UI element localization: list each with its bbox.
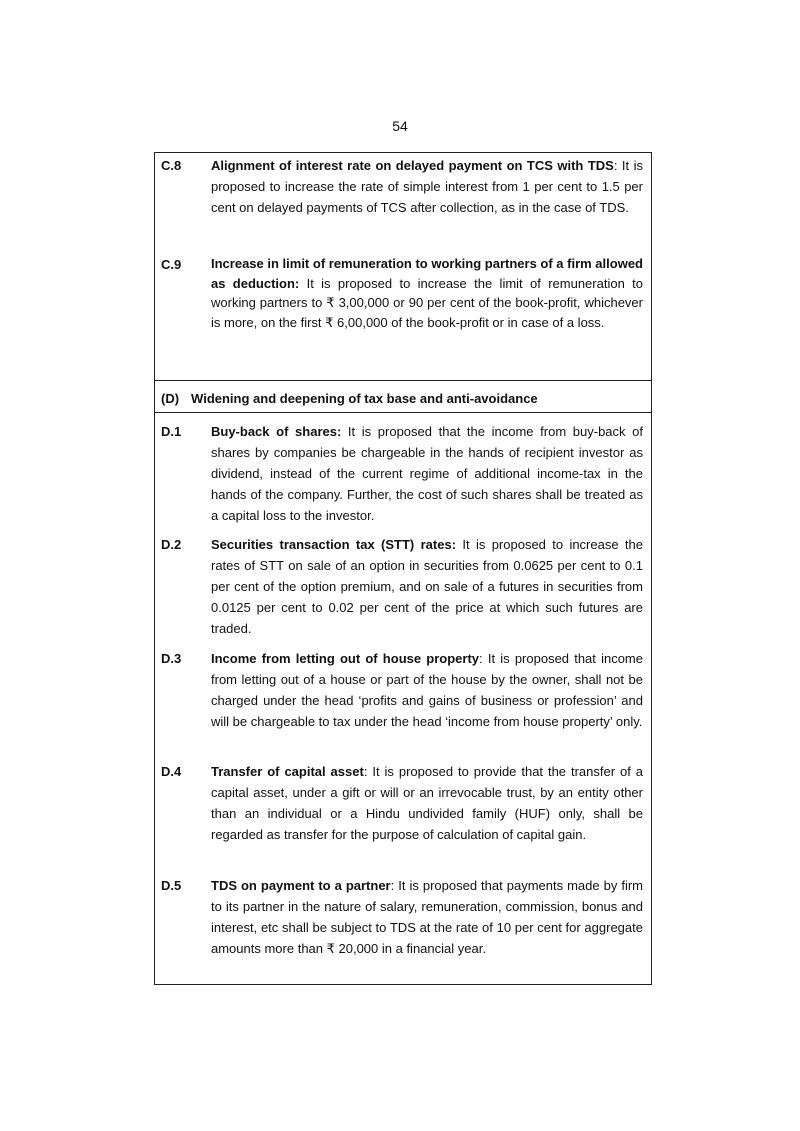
item-text [211,155,643,218]
item-label: D.1 [161,424,182,439]
item-sep: : [613,158,618,173]
item-body: It is proposed that payments made by firm to its partner in the nature of salary, remuneration, commission, bonus and interest, etc shall be subject to TDS at the rate of 10 per cent for aggregate amounts more than ₹ 20,000 in a financial year. [211,878,643,956]
item-label: D.4 [161,764,182,779]
item-body: It is proposed to increase the limit of remuneration to working partners to ₹ 3,00,000 or 90 per cent of the book-profit, whichever is more, on the first ₹ 6,00,000 of the book-profit or in case of a loss. [211,275,643,330]
item-heading: Increase in limit of remuneration to working partners of a firm allowed as deduction: [211,256,643,291]
item-heading: Alignment of interest rate on delayed payment on TCS with TDS [211,158,614,173]
page-number: 54 [392,118,408,134]
section-title: Widening and deepening of tax base and anti-avoidance [191,391,538,406]
item-body: It is proposed to provide that the transfer of a capital asset, under a gift or will or an irrevocable trust, by an entity other than an individual or a Hindu undivided family (HUF) only, shall be regarded as transfer for the purpose of calculation of capital gain. [211,764,643,842]
item-label: C.9 [161,257,182,272]
item-heading: Buy-back of shares: [211,424,342,439]
item-heading: Securities transaction tax (STT) rates: [211,537,457,552]
item-label: D.3 [161,651,182,666]
item-body: It is proposed that the income from buy-back of shares by companies be chargeable in the hands of recipient investor as dividend, instead of the current regime of additional income-tax in the hands of the company. Further, the cost of such shares shall be treated as a capital loss to the investor. [211,424,643,523]
item-body: It is proposed that income from letting out of a house or part of the house by the owner, shall not be charged under the head ‘profits and gains of business or profession’ and will be chargeable to tax under the head ‘income from house property’ only. [211,651,643,729]
item-text [211,534,643,639]
divider [155,412,651,413]
divider [155,380,651,381]
item-label: D.2 [161,537,182,552]
item-text [211,648,643,732]
provisions-table [154,152,652,985]
item-text [211,421,643,526]
item-label: C.8 [161,158,182,173]
item-sep: : [363,764,368,779]
item-heading: Income from letting out of house property [211,651,480,666]
item-sep: : [479,651,483,666]
item-text [211,761,643,845]
item-sep: : [390,878,395,893]
item-heading: Transfer of capital asset [211,764,364,779]
item-text [211,254,643,332]
item-label: D.5 [161,878,182,893]
section-label: (D) [161,391,180,406]
item-body: It is proposed to increase the rate of simple interest from 1 per cent to 1.5 per cent on delayed payments of TCS after collection, as in the case of TDS. [211,158,643,215]
item-heading: TDS on payment to a partner [211,878,391,893]
item-text [211,875,643,959]
item-body: It is proposed to increase the rates of STT on sale of an option in securities from 0.0625 per cent to 0.1 per cent of the option premium, and on sale of a futures in securities from 0.0125 per cent to 0.02 per cent of the price at which such futures are traded. [211,537,643,636]
section-d-heading [161,389,538,409]
